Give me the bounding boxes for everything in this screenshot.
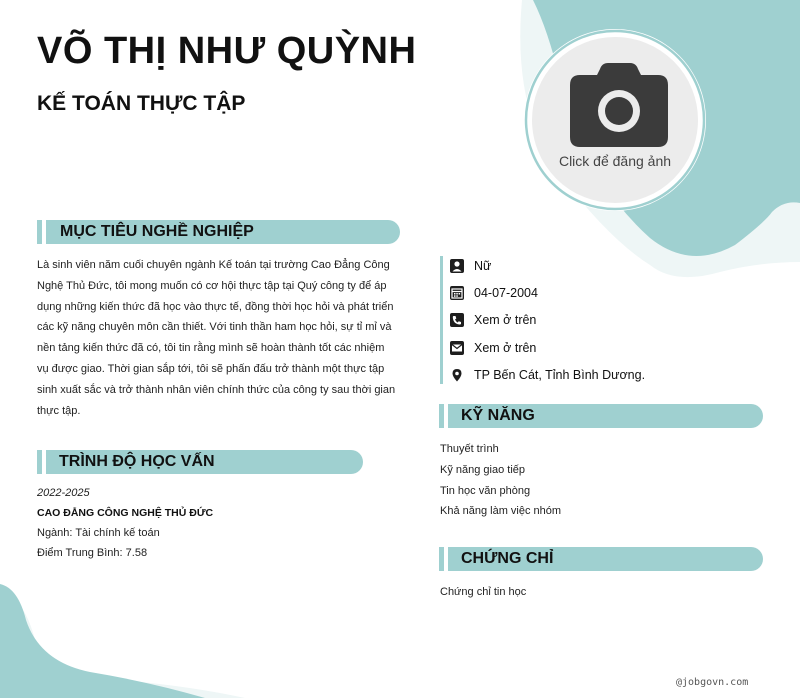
contact-address [450,367,645,383]
objective-title: MỤC TIÊU NGHỀ NGHIỆP [60,223,254,240]
contact-email [450,340,536,356]
skills-title: KỸ NĂNG [461,407,535,424]
certificate-item: Chứng chỉ tin học [440,586,527,598]
skills-section-header [448,404,763,428]
email-icon [450,341,464,355]
contact-gender [450,258,491,274]
photo-upload-label: Click để đăng ảnh [558,153,672,169]
skill-item: Thuyết trình [440,443,499,455]
calendar-icon [450,286,464,300]
contact-phone [450,312,536,328]
phone-icon [450,313,464,327]
certificates-section-header [448,547,763,571]
contact-birthday [450,285,538,301]
contact-divider [440,256,443,384]
camera-icon [570,63,668,149]
contact-birthday-value: 04-07-2004 [474,286,538,300]
skill-item: Kỹ năng giao tiếp [440,464,526,476]
education-school: CAO ĐẲNG CÔNG NGHỆ THỦ ĐỨC [37,507,214,519]
candidate-name: VÕ THỊ NHƯ QUỲNH [37,30,417,72]
education-section-header [46,450,363,474]
education-gpa: Điểm Trung Bình: 7.58 [37,547,148,559]
person-icon [450,259,464,273]
education-major: Ngành: Tài chính kế toán [37,527,160,539]
watermark: @jobgovn.com [676,677,749,688]
contact-gender-value: Nữ [474,259,492,273]
education-year: 2022-2025 [37,487,90,499]
contact-address-value: TP Bến Cát, Tỉnh Bình Dương. [474,368,646,382]
skill-item: Khả năng làm việc nhóm [440,505,562,517]
skill-item: Tin học văn phòng [440,485,531,497]
job-title: KẾ TOÁN THỰC TẬP [37,92,246,115]
contact-phone-value: Xem ở trên [474,313,537,327]
objective-text: Là sinh viên năm cuối chuyên ngành Kế toán tại trường Cao Đẳng Công Nghệ Thủ Đức, tôi mong muốn có cơ hội thực tập tại Quý công ty để áp dụng những kiến thức đã học vào thực tế, đồng thời học hỏi và phát triển các kỹ năng chuyên môn cần thiết. Với tinh thần ham học hỏi, sự tỉ mỉ và nền tảng kiến thức đã có, tôi tin rằng mình sẽ hoàn thành tốt các nhiệm vụ được giao. Thời gian sắp tới, tôi sẽ phấn đấu trở thành một thực tập sinh xuất sắc và trở thành nhân viên chính thức của công ty sau thời gian thực tập. [37,259,396,417]
contact-email-value: Xem ở trên [474,341,537,355]
objective-section-header [46,220,400,244]
location-icon [450,368,464,382]
certificates-title: CHỨNG CHỈ [461,550,554,567]
education-title: TRÌNH ĐỘ HỌC VẤN [59,453,215,470]
photo-upload[interactable] [528,33,702,207]
